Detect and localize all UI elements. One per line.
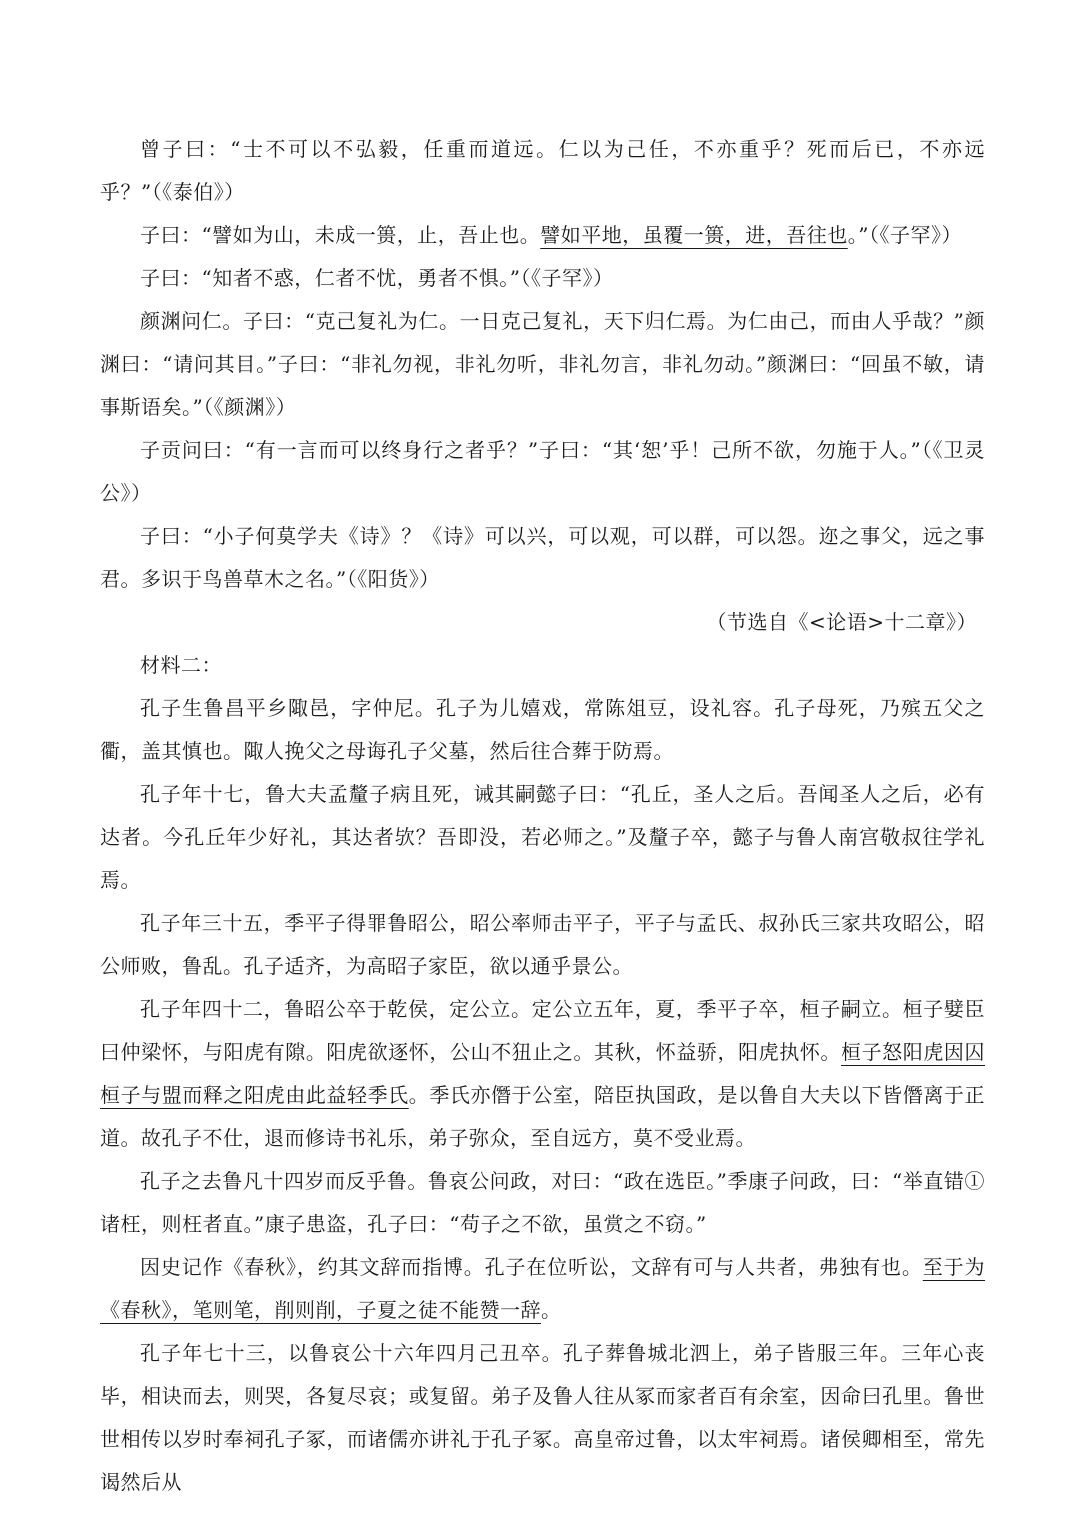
text-segment: 。”（《子罕》） xyxy=(847,223,962,247)
paragraph xyxy=(100,687,985,773)
paragraph xyxy=(100,1160,985,1246)
text-segment: 孔子之去鲁凡十四岁而反乎鲁。鲁哀公问政，对曰：“政在选臣。”季康子问政，曰：“举直错①诸枉，则枉者直。”康子患盗，孔子曰：“苟子之不欲，虽赏之不窃。” xyxy=(100,1169,985,1236)
paragraph xyxy=(100,429,985,515)
text-segment: 孔子年七十三，以鲁哀公十六年四月己丑卒。孔子葬鲁城北泗上，弟子皆服三年。三年心丧毕，相诀而去，则哭，各复尽哀；或复留。弟子及鲁人往从冢而家者百有余室，因命曰孔里。鲁世世相传以岁时奉祠孔子冢，而诸儒亦讲礼于孔子冢。高皇帝过鲁，以太牢祠焉。诸侯卿相至，常先谒然后从 xyxy=(100,1341,985,1494)
text-segment: 子曰：“譬如为山，未成一篑，止，吾止也。 xyxy=(140,223,541,247)
paragraph xyxy=(100,214,985,257)
paragraph xyxy=(100,128,985,214)
paragraph xyxy=(100,902,985,988)
paragraph xyxy=(100,1332,985,1504)
text-segment: 孔子年三十五，季平子得罪鲁昭公，昭公率师击平子，平子与孟氏、叔孙氏三家共攻昭公，昭公师败，鲁乱。孔子适齐，为高昭子家臣，欲以通乎景公。 xyxy=(100,911,985,978)
paragraph xyxy=(100,257,985,300)
material-two-section xyxy=(100,687,985,1504)
text-segment: 。季氏亦僭于公室，陪臣执国政，是以鲁自大夫以下皆僭离于正道。故孔子不仕，退而修诗书礼乐，弟子弥众，至自远方，莫不受业焉。 xyxy=(100,1083,985,1150)
paragraph xyxy=(100,773,985,902)
text-segment: 孔子年十七，鲁大夫孟釐子病且死，诫其嗣懿子曰：“孔丘，圣人之后。吾闻圣人之后，必有达者。今孔丘年少好礼，其达者欤？吾即没，若必师之。”及釐子卒，懿子与鲁人南宫敬叔往学礼焉。 xyxy=(100,782,985,892)
text-segment: 因史记作《春秋》，约其文辞而指博。孔子在位听讼，文辞有可与人共者，弗独有也。 xyxy=(140,1255,923,1279)
text-segment: 子贡问曰：“有一言而可以终身行之者乎？”子曰：“其‘恕’乎！己所不欲，勿施于人。”（《卫灵公》） xyxy=(100,438,985,505)
paragraph xyxy=(100,988,985,1160)
text-segment: 子曰：“小子何莫学夫《诗》？《诗》可以兴，可以观，可以群，可以怨。迩之事父，远之事君。多识于鸟兽草木之名。”（《阳货》） xyxy=(100,524,985,591)
underlined-sentence: 至于为《春秋》，笔则笔，削则削，子夏之徒不能赞一辞 xyxy=(100,1255,986,1322)
material-one-section xyxy=(100,128,985,601)
text-segment: 颜渊问仁。子曰：“克己复礼为仁。一日克己复礼，天下归仁焉。为仁由己，而由人乎哉？”颜渊曰：“请问其目。”子曰：“非礼勿视，非礼勿听，非礼勿言，非礼勿动。”颜渊曰：“回虽不敏，请事斯语矣。”（《颜渊》） xyxy=(100,309,985,419)
paragraph xyxy=(100,515,985,601)
source-note: （节选自《<论语>十二章》） xyxy=(706,610,977,634)
text-segment: 曾子曰：“士不可以不弘毅，任重而道远。仁以为己任，不亦重乎？死而后已，不亦远乎？”（《泰伯》） xyxy=(100,137,985,204)
document-page xyxy=(100,128,985,1504)
paragraph xyxy=(100,300,985,429)
underlined-sentence: 譬如平地，虽覆一篑，进，吾往也 xyxy=(540,223,848,247)
paragraph xyxy=(100,1246,985,1332)
text-segment: 子曰：“知者不惑，仁者不忧，勇者不惧。”（《子罕》） xyxy=(140,266,614,290)
underlined-sentence: 桓子怒阳虎因囚桓子与盟而释之阳虎由此益轻季氏 xyxy=(100,1040,986,1107)
text-segment: 孔子生鲁昌平乡陬邑，字仲尼。孔子为儿嬉戏，常陈俎豆，设礼容。孔子母死，乃殡五父之衢，盖其慎也。陬人挽父之母诲孔子父墓，然后往合葬于防焉。 xyxy=(100,696,985,763)
text-segment: 。 xyxy=(541,1298,562,1322)
material-two-label: 材料二： xyxy=(140,653,222,677)
text-segment: 孔子年四十二，鲁昭公卒于乾侯，定公立。定公立五年，夏，季平子卒，桓子嗣立。桓子嬖臣曰仲梁怀，与阳虎有隙。阳虎欲逐怀，公山不狃止之。其秋，怀益骄，阳虎执怀。 xyxy=(100,997,985,1064)
